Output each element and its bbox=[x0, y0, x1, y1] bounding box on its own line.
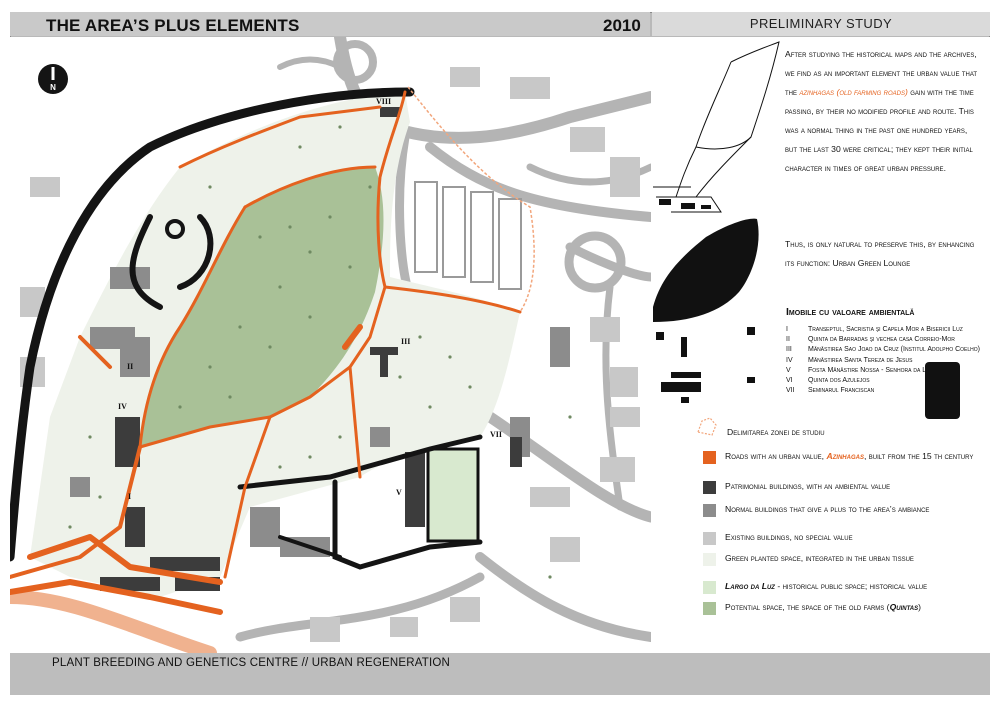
legend-largo-label bbox=[725, 581, 927, 592]
largo-da-luz bbox=[428, 449, 478, 541]
imobile-name: Transeptul, Sacristia şi Capela Mor a Bisericii Luz bbox=[808, 326, 963, 333]
largo-highlight: Largo da Luz bbox=[725, 581, 775, 591]
largo-swatch bbox=[703, 581, 716, 594]
label-ii: II bbox=[127, 362, 134, 371]
boundary-swatch bbox=[696, 417, 718, 437]
imobile-num: V bbox=[786, 366, 791, 374]
quintas-highlight: Quintas bbox=[889, 602, 919, 612]
imobile-num: VII bbox=[786, 387, 795, 395]
sheet-title: THE AREA’S PLUS ELEMENTS bbox=[46, 16, 300, 35]
historical-map-sketch-buildings bbox=[659, 199, 711, 209]
historical-map-sketch bbox=[653, 42, 779, 212]
footer-text: PLANT BREEDING AND GENETICS CENTRE // URBAN REGENERATION bbox=[52, 657, 451, 669]
patrimonial-swatch bbox=[703, 481, 716, 494]
north-letter: N bbox=[50, 83, 56, 92]
imobile-title: Imobile cu valoare ambientală bbox=[786, 306, 915, 318]
label-i: I bbox=[128, 492, 132, 501]
intro-text bbox=[785, 45, 980, 178]
site-map-drawing bbox=[10, 37, 651, 653]
imobile-num: IV bbox=[786, 356, 793, 364]
imobile-item bbox=[786, 366, 986, 376]
imobile-num: III bbox=[786, 346, 792, 354]
imobile-name: Quinta da Barradas şi vechea casa Correio-Mor bbox=[808, 336, 955, 344]
sheet-year: 2010 bbox=[603, 16, 641, 35]
legend-largo bbox=[703, 581, 927, 594]
label-iv: IV bbox=[118, 402, 127, 411]
imobile-item bbox=[786, 376, 986, 386]
parking-lots bbox=[415, 182, 521, 289]
imobile-item bbox=[786, 356, 986, 366]
imobile-name: Seminarul Franciscan bbox=[808, 387, 875, 395]
roads-swatch bbox=[703, 451, 716, 464]
study-label: PRELIMINARY STUDY bbox=[652, 12, 990, 36]
imobile-name: Mănăstirea Sao Joao da Cruz (Institul Adolpho Coelho) bbox=[808, 346, 980, 354]
legend-normal bbox=[703, 504, 929, 517]
legend-patrimonial-label: Patrimonial buildings, with an ambiental value bbox=[725, 481, 891, 491]
label-v: V bbox=[396, 488, 402, 497]
imobile-num: I bbox=[786, 326, 788, 333]
legend-boundary bbox=[696, 417, 825, 438]
imobile-num: VI bbox=[786, 377, 793, 385]
azinhagas-legend-highlight: Azinhagas bbox=[826, 451, 864, 461]
potential-swatch bbox=[703, 602, 716, 615]
normal-swatch bbox=[703, 504, 716, 517]
intro-text-part: After studying the historical maps and the archives, we find as an important element the urban value that the bbox=[785, 49, 978, 97]
intro-text-part: gain with the time passing, by their no modified profile and route. This was a normal thing in the past one hundred years, but the last 30 were critical; they kept their initial character in times of great urban pressure. bbox=[785, 87, 974, 173]
site-map bbox=[10, 37, 651, 653]
legend-existing-label: Existing buildings, no special value bbox=[725, 532, 853, 542]
imobile-item bbox=[786, 325, 986, 335]
imobile-item bbox=[786, 386, 986, 396]
legend-roads-label bbox=[725, 451, 973, 462]
imobile-num: II bbox=[786, 336, 790, 344]
imobile-item bbox=[786, 345, 986, 355]
green-swatch bbox=[703, 553, 716, 566]
legend-patrimonial bbox=[703, 481, 890, 494]
legend-potential-label bbox=[725, 602, 921, 613]
legend-green bbox=[703, 553, 914, 566]
legend-roads bbox=[703, 451, 988, 464]
legend-potential-part: Potential space, the space of the old farms ( bbox=[725, 602, 890, 612]
legend-existing bbox=[703, 532, 853, 545]
existing-swatch bbox=[703, 532, 716, 545]
legend-potential-part: ) bbox=[918, 602, 922, 612]
buildings-silhouette bbox=[656, 327, 755, 403]
conclusion-text: Thus, is only natural to preserve this, by enhancing its function: Urban Green Lounge bbox=[785, 239, 975, 268]
label-viii: VIII bbox=[376, 97, 392, 106]
legend-normal-label: Normal buildings that give a plus to the area’s ambiance bbox=[725, 504, 930, 514]
legend-roads-part: , built from the 15 th century bbox=[863, 451, 974, 461]
imobile-item bbox=[786, 335, 986, 345]
legend-potential bbox=[703, 602, 921, 615]
imobile-name: Mănăstirea Santa Tereza de Jesus bbox=[808, 356, 913, 364]
legend-roads-part: Roads with an urban value, bbox=[725, 451, 827, 461]
legend-boundary-label: Delimitarea zonei de studiu bbox=[727, 427, 825, 437]
label-vii: VII bbox=[490, 430, 503, 439]
imobile-name: Quinta dos Azulejos bbox=[808, 377, 870, 385]
north-arrow bbox=[38, 64, 68, 94]
imobile-name: Fosta Mănăstire Nossa - Senhora da L bbox=[808, 366, 927, 374]
area-silhouette bbox=[653, 219, 759, 322]
label-iii: III bbox=[401, 337, 411, 346]
azinhagas-highlight: azinhagas (old farming roads) bbox=[799, 87, 908, 97]
legend-green-label: Green planted space, integrated in the urban tissue bbox=[725, 553, 914, 563]
imobile-list bbox=[786, 325, 986, 396]
legend-largo-part: - historical public space; historical value bbox=[774, 581, 928, 591]
